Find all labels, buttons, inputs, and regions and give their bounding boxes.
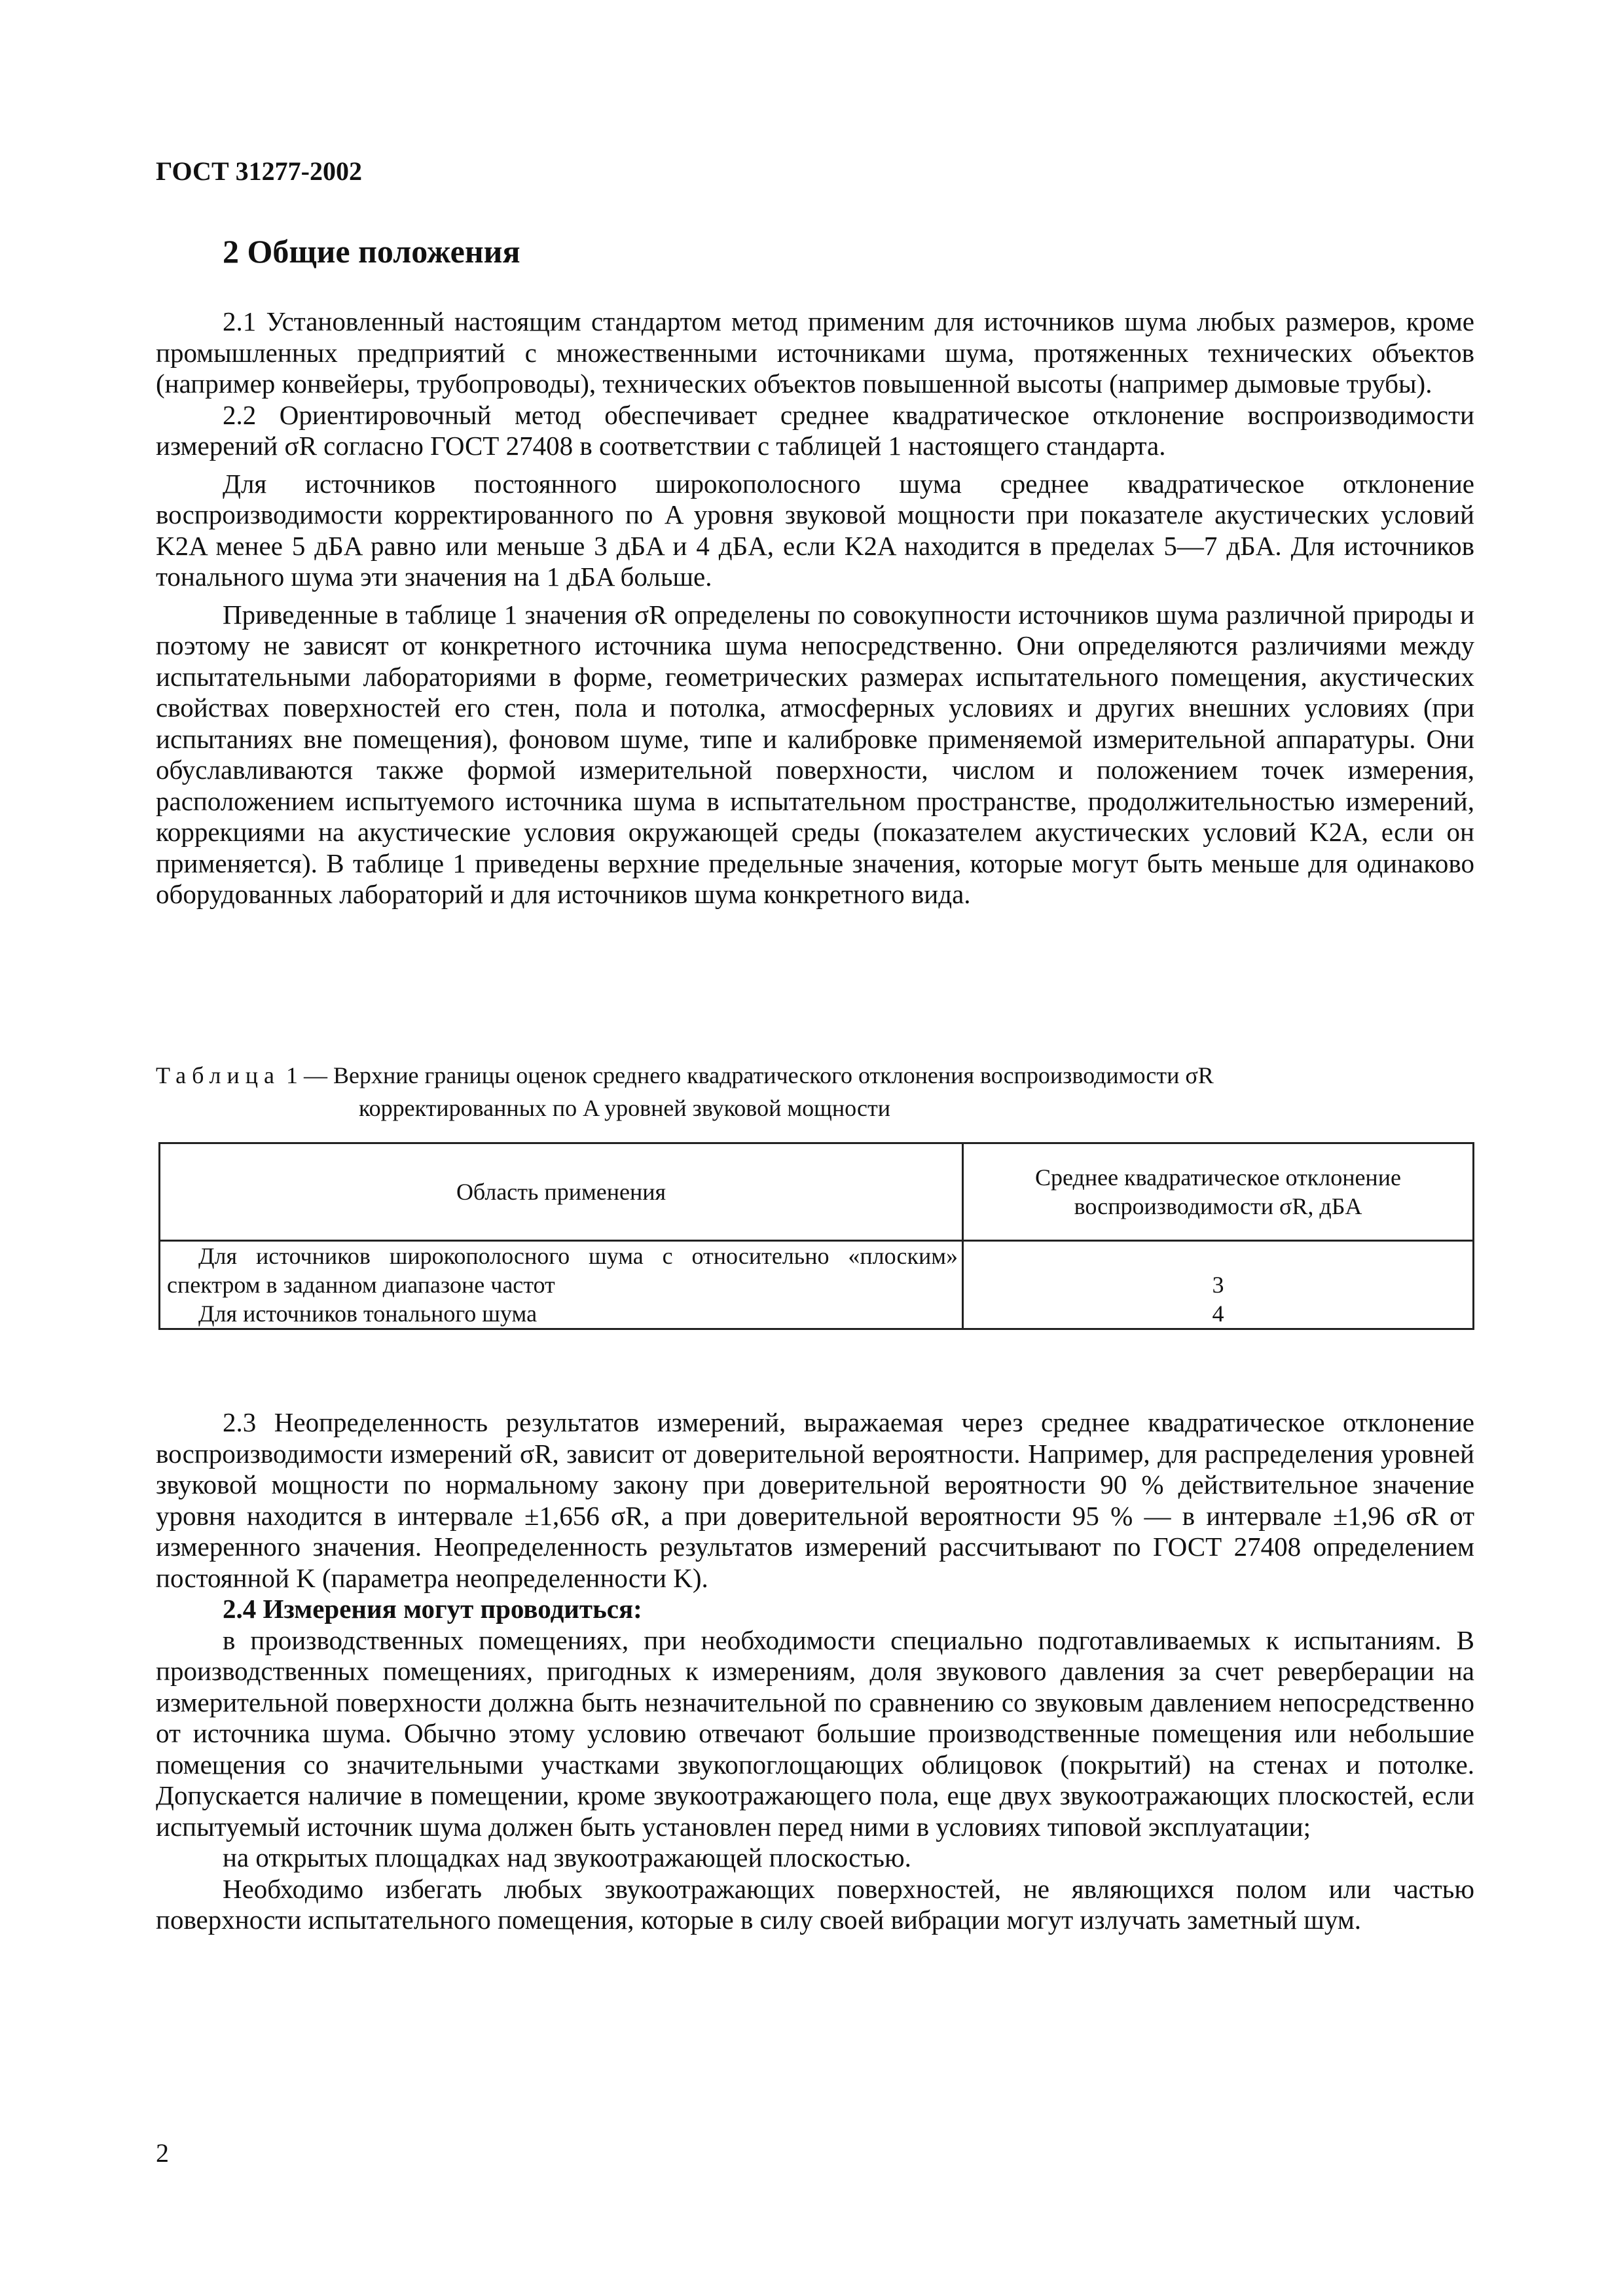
paragraph-2-2-b: Для источников постоянного широкополосного шума среднее квадратическое отклонение воспроизводимости корректированного по A уровня звуковой мощности при показателе акустических условий K2A менее 5 дБA равно или меньше 3 дБA и 4 дБA, если K2A находится в пределах 5—7 дБA. Для источников тонального шума эти значения на 1 дБA больше. xyxy=(156,468,1474,592)
table-header-sigma: Среднее квадратическое отклонение воспроизводимости σR, дБA xyxy=(963,1143,1474,1241)
table-caption-text: 1 — Верхние границы оценок среднего квадратического отклонения воспроизводимости σR xyxy=(285,1062,1214,1088)
paragraph-2-2: 2.2 Ориентировочный метод обеспечивает среднее квадратическое отклонение воспроизводимости измерений σR согласно ГОСТ 27408 в соответствии с таблицей 1 настоящего стандарта. xyxy=(156,399,1474,461)
table-cell-area: Для источников тонального шума xyxy=(160,1299,963,1329)
table-cell-area: Для источников широкополосного шума с относительно «плоским» спектром в заданном диапазоне частот xyxy=(160,1241,963,1300)
paragraph-2-2-c: Приведенные в таблице 1 значения σR определены по совокупности источников шума различной природы и поэтому не зависят от конкретного источника шума непосредственно. Они определяются различиями между испытательными лабораториями в форме, геометрических размерах испытательного помещения, акустических свойствах поверхностей его стен, пола и потолка, атмосферных условиях и других внешних условиях (при испытаниях вне помещения), фоновом шуме, типе и калибровке применяемой измерительной аппаратуры. Они обуславливаются также формой измерительной поверхности, числом и положением точек измерения, расположением испытуемого источника шума в испытательном пространстве, продолжительностью измерений, коррекциями на акустические условия окружающей среды (показателем акустических условий K2A, если он применяется). В таблице 1 приведены верхние предельные значения, которые могут быть меньше для одинаково оборудованных лабораторий и для источников шума конкретного вида. xyxy=(156,599,1474,909)
table-header-area: Область применения xyxy=(160,1143,963,1241)
paragraph-2-3: 2.3 Неопределенность результатов измерений, выражаемая через среднее квадратическое отклонение воспроизводимости измерений σR, зависит от доверительной вероятности. Например, для распределения уровней звуковой мощности по нормальному закону при доверительной вероятности 90 % действительное значение уровня находится в интервале ±1,656 σR, а при доверительной вероятности 95 % — в интервале ±1,96 σR от измеренного значения. Неопределенность результатов измерений рассчитывают по ГОСТ 27408 определением постоянной K (параметра неопределенности K). xyxy=(156,1407,1474,1593)
table-cell-value: 4 xyxy=(963,1299,1474,1329)
body-block-bottom xyxy=(156,1407,1474,1936)
paragraph-2-4-b: на открытых площадках над звукоотражающей плоскостью. xyxy=(223,1842,911,1873)
paragraph-2-4-c: Необходимо избегать любых звукоотражающих поверхностей, не являющихся полом или частью поверхности испытательного помещения, которые в силу своей вибрации могут излучать заметный шум. xyxy=(156,1873,1474,1935)
table-caption-line2: корректированных по A уровней звуковой мощности xyxy=(359,1095,890,1121)
page-number: 2 xyxy=(156,2138,169,2168)
paragraph-2-4-a: в производственных помещениях, при необходимости специально подготавливаемых к испытаниям. В производственных помещениях, пригодных к измерениям, доля звукового давления за счет реверберации на измерительной поверхности должна быть незначительной по сравнению со звуковым давлением непосредственно от источника шума. Обычно этому условию отвечают большие производственные помещения или небольшие помещения со значительными участками звукопоглощающих облицовок (покрытий) на стенах и потолке. Допускается наличие в помещении, кроме звукоотражающего пола, еще двух звукоотражающих плоскостей, если испытуемый источник шума должен быть установлен перед ними в условиях типовой эксплуатации; xyxy=(156,1624,1474,1842)
table-cell-value: 3 xyxy=(963,1241,1474,1300)
table-header-row xyxy=(160,1143,1474,1241)
table-caption-label: Таблица xyxy=(156,1062,280,1088)
paragraph-2-1: 2.1 Установленный настоящим стандартом метод применим для источников шума любых размеров, кроме промышленных предприятий с множественными источниками шума, протяженных технических объектов (например конвейеры, трубопроводы), технических объектов повышенной высоты (например дымовые трубы). xyxy=(156,306,1474,399)
table-row xyxy=(160,1299,1474,1329)
section-title: 2 Общие положения xyxy=(223,233,520,270)
table-1 xyxy=(158,1142,1474,1330)
paragraph-2-4-heading: 2.4 Измерения могут проводиться: xyxy=(223,1594,642,1624)
table-row xyxy=(160,1241,1474,1300)
body-block-top xyxy=(156,306,1474,910)
table-caption-line1 xyxy=(156,1059,1474,1092)
table-caption xyxy=(156,1059,1474,1124)
document-id: ГОСТ 31277-2002 xyxy=(156,156,362,186)
